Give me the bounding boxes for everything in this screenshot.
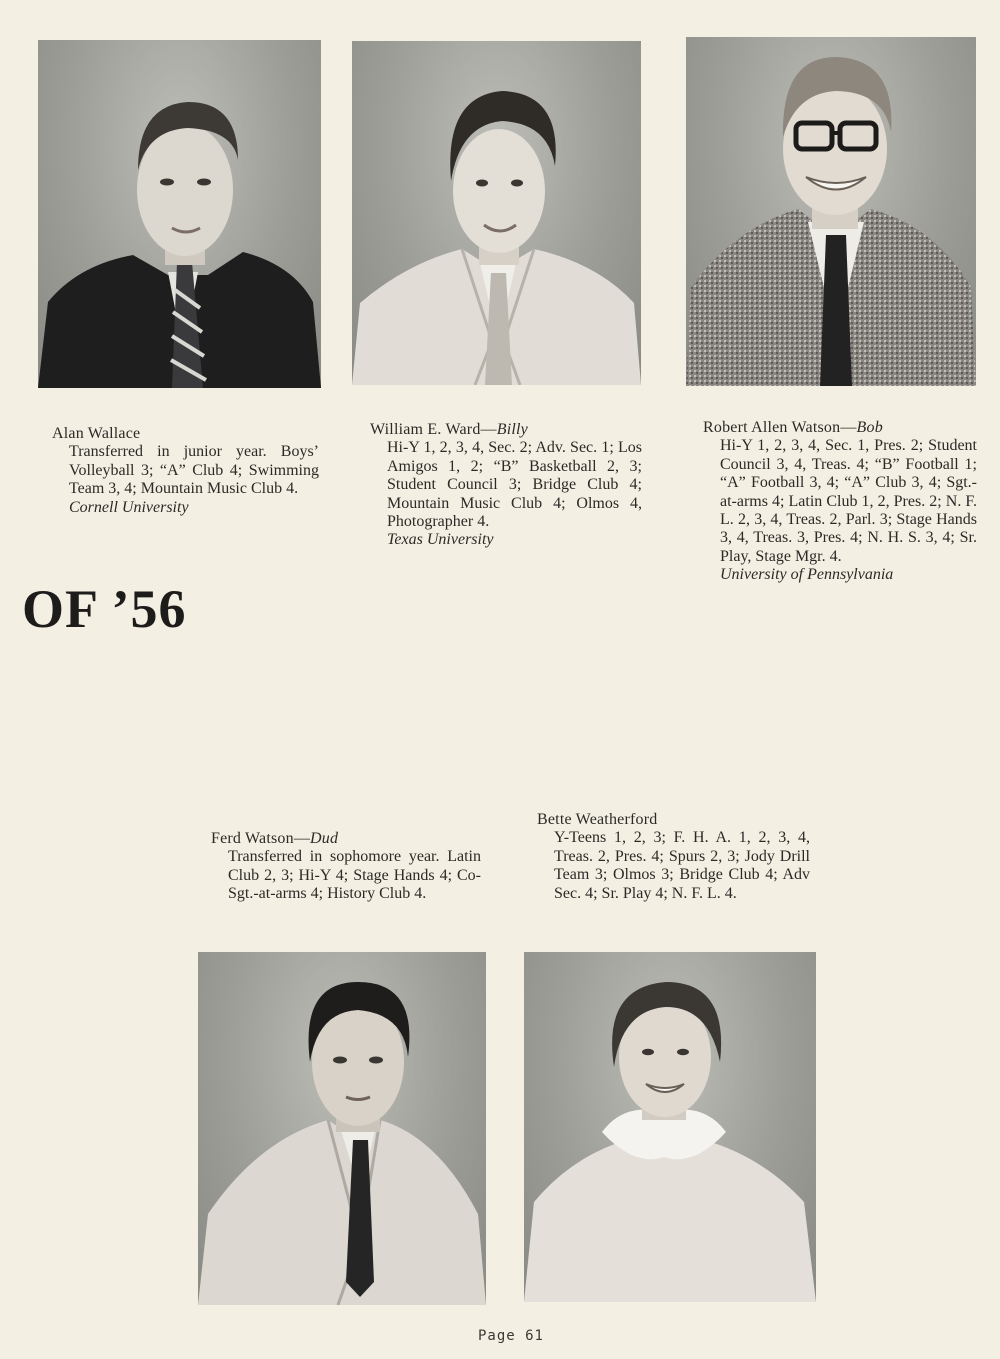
student-nickname: Dud: [310, 830, 339, 847]
student-college: University of Pennsylvania: [720, 566, 894, 584]
student-photo-ferd-watson: [198, 952, 486, 1305]
student-college: Texas University: [387, 531, 494, 549]
student-activities: Transferred in junior year. Boys’ Volleyball 3; “A” Club 4; Swimming Team 3, 4; Mountain Music Club 4.: [69, 443, 319, 498]
class-year-headline: OF ’56: [22, 579, 187, 639]
portrait-illustration: [686, 37, 976, 386]
student-activities: Hi-Y 1, 2, 3, 4, Sec. 2; Adv. Sec. 1; Los Amigos 1, 2; “B” Basketball 2, 3; Student Council 3; Bridge Club 4; Mountain Music Club 4; Olmos 4, Photographer 4.: [387, 439, 642, 531]
portrait-illustration: [352, 41, 641, 385]
student-caption-william-ward: [370, 421, 642, 550]
student-name: Ferd Watson—Dud: [211, 830, 339, 847]
portrait-illustration: [38, 40, 321, 388]
student-caption-bette-weatherford: [537, 811, 810, 903]
student-college: Cornell University: [69, 498, 189, 516]
student-caption-alan-wallace: [52, 425, 319, 517]
student-photo-bette-weatherford: [524, 952, 816, 1302]
student-activities: Hi-Y 1, 2, 3, 4, Sec. 1, Pres. 2; Student Council 3, 4, Treas. 4; “B” Football 1; “A” Football 3, 4; “A” Club 3, 4; Sgt.-at-arms 4; Latin Club 1, 2, Pres. 2; N. F. L. 2, 3, 4, Treas. 2, Parl. 3; Stage Hands 3, 4, Treas. 3, Pres. 4; N. H. S. 3, 4; Sr. Play, Stage Mgr. 4.: [720, 437, 977, 565]
portrait-illustration: [524, 952, 816, 1302]
student-name: Robert Allen Watson—Bob: [703, 419, 883, 436]
student-name: Bette Weatherford: [537, 811, 658, 828]
student-caption-robert-watson: [703, 419, 977, 585]
student-photo-william-ward: [352, 41, 641, 385]
portrait-illustration: [198, 952, 486, 1305]
student-name: William E. Ward—Billy: [370, 421, 528, 438]
student-nickname: Billy: [496, 421, 528, 438]
student-caption-ferd-watson: [211, 830, 481, 904]
student-activities: Y-Teens 1, 2, 3; F. H. A. 1, 2, 3, 4, Treas. 2, Pres. 4; Spurs 2, 3; Jody Drill Team 3; Olmos 3; Bridge Club 4; Adv Sec. 4; Sr. Play 4; N. F. L. 4.: [554, 829, 810, 902]
student-nickname: Bob: [856, 419, 883, 436]
student-activities: Transferred in sophomore year. Latin Club 2, 3; Hi-Y 4; Stage Hands 4; Co-Sgt.-at-arms 4; History Club 4.: [228, 848, 481, 903]
student-name: Alan Wallace: [52, 425, 141, 442]
page-number: Page 61: [477, 1328, 544, 1344]
student-photo-robert-watson: [686, 37, 976, 386]
student-photo-alan-wallace: [38, 40, 321, 388]
